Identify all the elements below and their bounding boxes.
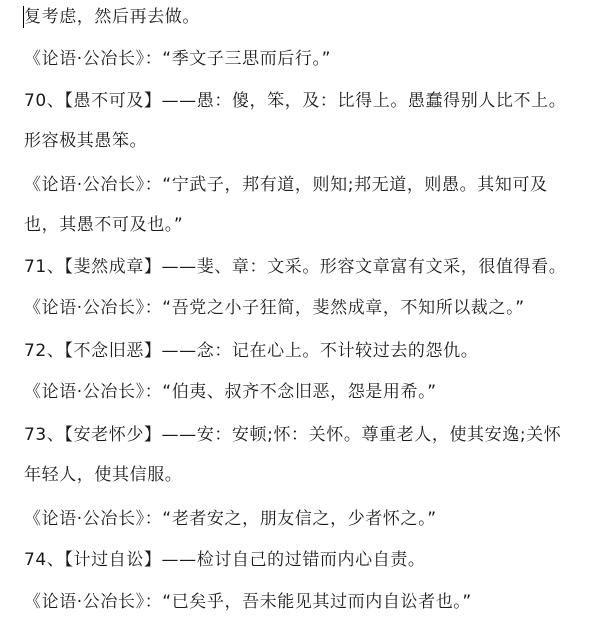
quote-line: 《论语·公冶长》：“老者安之，朋友信之，少者怀之。”	[24, 509, 437, 529]
idiom-entry-70: 70、【愚不可及】——愚：傻，笨，及：比得上。愚蠢得别人比不上。	[24, 91, 567, 111]
idiom-entry-73-cont: 年轻人，使其信服。	[24, 465, 183, 485]
quote-line: 《论语·公冶长》：“宁武子，邦有道，则知;邦无道，则愚。其知可及	[24, 175, 548, 195]
quote-line: 《论语·公冶长》：“伯夷、叔齐不念旧恶，怨是用希。”	[24, 382, 437, 402]
quote-line: 《论语·公冶长》：“吾党之小子狂简，斐然成章，不知所以裁之。”	[24, 298, 525, 318]
quote-line-cont: 也，其愚不可及也。”	[24, 215, 184, 235]
quote-line: 《论语·公冶长》：“季文子三思而后行。”	[24, 49, 332, 69]
idiom-entry-71: 71、【斐然成章】——斐、章：文采。形容文章富有文采，很值得看。	[24, 257, 567, 277]
line-continuation: 复考虑，然后再去做。	[24, 7, 200, 27]
idiom-entry-74: 74、【计过自讼】——检讨自己的过错而内心自责。	[24, 550, 426, 570]
quote-line: 《论语·公冶长》：“已矣乎，吾未能见其过而内自讼者也。”	[24, 592, 472, 612]
idiom-entry-73: 73、【安老怀少】——安：安顿;怀：关怀。尊重老人，使其安逸;关怀	[24, 425, 562, 445]
idiom-entry-70-cont: 形容极其愚笨。	[24, 131, 148, 151]
idiom-entry-72: 72、【不念旧恶】——念：记在心上。不计较过去的怨仇。	[24, 341, 479, 361]
